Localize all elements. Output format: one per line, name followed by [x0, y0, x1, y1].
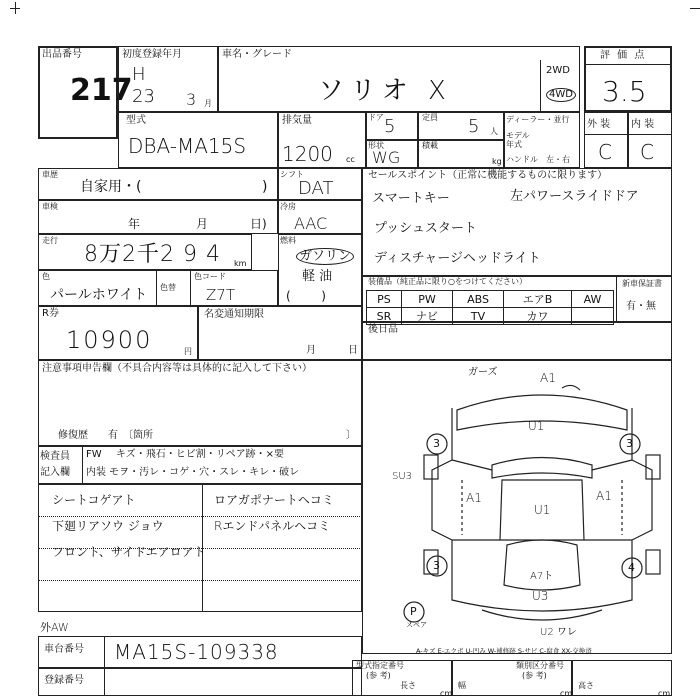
lot-label: 出品番号 — [42, 49, 82, 60]
exterior-value: C — [598, 140, 612, 164]
diag-circle: 4 — [628, 561, 635, 574]
remarks-line — [38, 580, 362, 581]
diag-mark: SU3 — [392, 471, 413, 482]
shaken-box — [38, 200, 278, 234]
chassis-divider — [104, 636, 105, 668]
capacity-label: 定員 — [422, 113, 438, 122]
shaken-month: 月 — [196, 217, 209, 231]
diag-mark: A1 — [540, 371, 556, 385]
history-label: 車歴 — [42, 170, 58, 179]
first-reg-month-unit: 月 — [204, 99, 212, 108]
form-label: 型式指定番号 — [356, 661, 404, 670]
type-value: DBA-MA15S — [128, 134, 247, 158]
rating-score: 3.5 — [602, 75, 647, 108]
fuel-other: ( ) — [286, 289, 326, 303]
history-close: ) — [262, 179, 268, 195]
diag-mark: ガーズ — [468, 367, 498, 378]
load-label: 積載 — [422, 141, 438, 150]
fuel-gasoline: ガソリン — [296, 250, 354, 263]
warranty-label: 新車保証書 — [622, 279, 662, 288]
remark-text: シートコゲアト — [52, 493, 136, 507]
color-code: Z7T — [206, 286, 235, 304]
equip-navi: ナビ — [401, 308, 452, 325]
model-year-label-2: 年式 — [506, 140, 522, 149]
shape-label: 形状 — [368, 141, 384, 150]
height-label: 高さ — [578, 681, 594, 690]
diag-p: P — [410, 605, 417, 618]
mileage-value: 8万2千2 9 4 — [84, 242, 221, 267]
handle-label: ハンドル — [506, 155, 538, 164]
registration-divider — [104, 668, 105, 696]
name-change-day: 日 — [348, 345, 358, 356]
corner-mark — [690, 8, 700, 9]
registration-label: 登録番号 — [44, 675, 84, 686]
color-code-label: 色コード — [194, 272, 226, 281]
model-grade: X — [428, 76, 446, 106]
first-reg-prefix: H — [132, 64, 146, 85]
interior-label: 内 装 — [631, 119, 655, 130]
class-label: 類別区分番号 — [516, 661, 564, 670]
remark-text: ロアガポナートヘコミ — [214, 493, 334, 507]
name-change-month: 月 — [306, 345, 316, 356]
dealer-label: ディーラー・並行 — [506, 115, 570, 124]
capacity-unit: 人 — [490, 127, 498, 136]
inspector-label-1: 検査員 — [40, 451, 70, 462]
inspector-items1: キズ・飛石・ヒビ割・リペア跡・×要 — [116, 449, 284, 460]
equip-pw: PW — [401, 291, 452, 308]
car-diagram — [362, 360, 672, 654]
disp-value: 1200 — [282, 142, 333, 166]
chassis-label: 車台番号 — [44, 644, 84, 655]
corner-mark — [15, 2, 16, 14]
fuel-label: 燃料 — [280, 236, 296, 245]
warranty-divider — [616, 276, 617, 322]
rear-label: 後日品 — [368, 324, 398, 335]
shift-label: シフト — [280, 170, 304, 179]
shape-value: WG — [372, 148, 401, 167]
color-value: パールホワイト — [50, 287, 148, 303]
ac-label: 冷房 — [280, 202, 296, 211]
load-unit: kg — [492, 157, 502, 166]
diag-mark: A7ト — [530, 571, 554, 582]
first-reg-month: 3 — [186, 90, 197, 109]
remark-text: 下廻リアソウ ジョウ — [52, 519, 164, 533]
disp-label: 排気量 — [282, 115, 312, 126]
drive-2wd: 2WD — [546, 65, 570, 76]
warranty-value: 有・無 — [626, 301, 656, 312]
rating-divider — [584, 64, 672, 65]
model-label: 車名・グレード — [222, 49, 292, 60]
interior-value: C — [640, 140, 654, 164]
type-label: 型式 — [126, 115, 146, 126]
doors-label: ドア — [368, 113, 384, 122]
model-name: ソリオ — [318, 76, 414, 106]
diag-mark: A1 — [466, 491, 482, 505]
doors-value: 5 — [384, 116, 396, 137]
remark-text: Rエンドパネルヘコミ — [214, 519, 331, 533]
chassis-value: MA15S-109338 — [114, 640, 279, 664]
exterior-label: 外 装 — [587, 119, 611, 130]
equipment-table — [366, 290, 614, 325]
equip-ps: PS — [367, 291, 402, 308]
sales-item: プッシュスタート — [374, 221, 477, 236]
equip-tv: TV — [453, 308, 504, 325]
inspector-items2: 内装 モヲ・汚レ・コゲ・穴・スレ・キレ・破レ — [86, 467, 300, 478]
first-reg-year: 23 — [132, 86, 155, 107]
disp-unit: cc — [346, 155, 355, 164]
shaken-label: 車検 — [42, 202, 58, 211]
history-box — [38, 168, 278, 200]
lot-number: 217 — [70, 73, 133, 108]
diag-p-sub: スペア — [406, 621, 427, 629]
diag-mark: U3 — [532, 589, 549, 603]
recycle-value: 10900 — [66, 326, 153, 354]
recycle-unit: 円 — [184, 347, 192, 356]
model-year-label-1: モデル — [506, 131, 530, 140]
mileage-label: 走行 — [42, 236, 58, 245]
sales-label: セールスポイント（正常に機能するものに限ります） — [368, 170, 608, 181]
remark-aw: 外AW — [40, 621, 69, 634]
notes-repair: 修復歴 有 〔箇所 — [58, 430, 153, 441]
handle-options: 左・右 — [546, 155, 570, 164]
ext-int-divider — [584, 134, 672, 135]
color-label: 色 — [42, 272, 50, 281]
registration-box — [38, 668, 362, 696]
shaken-year: 年 — [128, 217, 141, 231]
drive-divider — [540, 60, 541, 112]
fuel-diesel: 軽 油 — [302, 269, 333, 284]
equip-abs: ABS — [453, 291, 504, 308]
diag-circle: 3 — [626, 437, 633, 450]
equipment-label: 装備品（純正品に限り○をつけてください） — [368, 277, 527, 286]
diag-mark: U1 — [534, 503, 551, 517]
first-reg-label: 初度登録年月 — [122, 49, 182, 60]
inspector-divider — [82, 446, 83, 484]
form-sub: (参 考) — [366, 671, 391, 680]
equip-leather: カワ — [504, 308, 572, 325]
color-divider — [156, 270, 157, 306]
rating-label: 評 価 点 — [600, 50, 647, 61]
equip-aw: AW — [572, 291, 614, 308]
inspector-fw: FW — [86, 449, 102, 460]
name-change-label: 名変通知期限 — [204, 309, 264, 320]
sales-item: スマートキー — [372, 191, 450, 206]
sales-item: 左パワースライドドア — [510, 189, 639, 204]
ac-value: AAC — [294, 214, 328, 233]
len-label: 長さ — [400, 681, 416, 690]
diag-mark: A1 — [596, 489, 612, 503]
height-box — [572, 660, 672, 696]
remarks-line — [38, 516, 362, 517]
color-divider-2 — [190, 270, 191, 306]
height-unit: cm — [658, 689, 671, 698]
diag-circle: 3 — [433, 437, 440, 450]
rear-box — [362, 322, 672, 360]
class-sub: (参 考) — [522, 671, 547, 680]
history-value: 自家用・( — [80, 179, 142, 195]
recycle-label: R券 — [42, 308, 59, 319]
width-label: 幅 — [458, 681, 466, 690]
color-change-label: 色替 — [160, 283, 176, 292]
drive-4wd: 4WD — [546, 88, 576, 102]
notes-label: 注意事項申告欄（不具合内容等は具体的に記入して下さい） — [42, 363, 312, 374]
width-unit: cm — [560, 689, 573, 698]
notes-repair-close: 〕 — [346, 430, 356, 441]
remark-text: フロント、サイドエアロアト — [52, 545, 206, 559]
sales-item: ディスチャージヘッドライト — [374, 251, 541, 266]
capacity-value: 5 — [468, 116, 480, 137]
diag-circle: 3 — [433, 559, 440, 572]
mileage-unit: km — [234, 259, 247, 268]
len-unit: cm — [440, 689, 453, 698]
equip-airbag: エアB — [504, 291, 572, 308]
equip-sr: SR — [367, 308, 402, 325]
shift-value: DAT — [298, 178, 334, 199]
legend: A-キズ E-エクボ U-凹み W-補修跡 S-サビ C-腐食 XX-交換済 — [416, 647, 592, 655]
diag-mark: U1 — [528, 419, 545, 433]
shaken-day: 日) — [250, 217, 267, 231]
diag-mark: U2 ワレ — [540, 627, 577, 638]
inspector-label-2: 記入欄 — [40, 467, 70, 478]
